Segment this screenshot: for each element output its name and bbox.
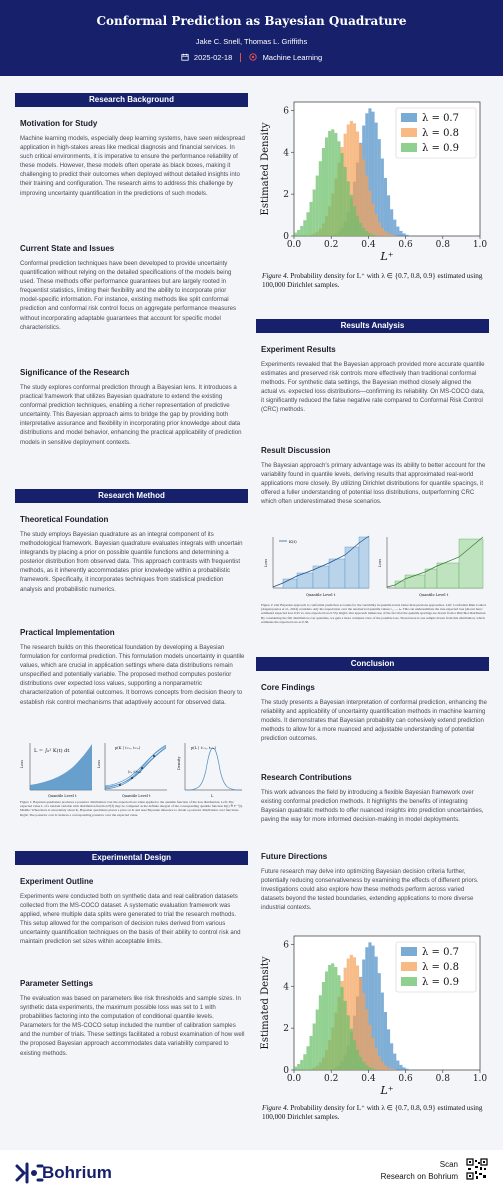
histogram-bar xyxy=(399,1065,402,1070)
histogram-bar xyxy=(378,973,381,1070)
histogram-bar xyxy=(316,176,319,236)
section-research-background xyxy=(15,93,248,107)
outline-block xyxy=(20,877,245,947)
x-tick-label: 0.6 xyxy=(398,240,413,250)
exp-text: Experiments revealed that the Bayesian approach provided more accurate quantile estimates and preserved risk controls more effectively than traditional conformal methods. For synthetic data settings, the Bayesian method closely aligned the actual vs. expected loss distributions—confirming its reliability. On MS-COCO data, it significantly reduced the false negative rate compared to Conformal Risk Control (CRC) methods. xyxy=(261,361,485,414)
x-tick-label: 0.2 xyxy=(324,1074,339,1084)
fig1-left-eq: L = ∫₀¹ K(t) dt xyxy=(34,748,70,754)
category: Machine Learning xyxy=(262,52,323,62)
histogram-bar xyxy=(387,1067,390,1070)
figure-4-top xyxy=(258,94,488,262)
histogram-bar xyxy=(306,1046,309,1070)
histogram-bar xyxy=(368,191,371,236)
figure-4-text: Probability density for L⁺ with λ ∈ {0.7, 0.8, 0.9} estimated using 100,000 Dirichlet samples. xyxy=(262,1104,483,1121)
histogram-bar xyxy=(306,212,309,236)
exp-block xyxy=(261,345,487,415)
publish-date: 2025-02-18 xyxy=(193,52,233,62)
x-tick-label: 0.2 xyxy=(324,240,339,250)
motivation-block xyxy=(20,119,245,198)
histogram-bar xyxy=(390,209,393,236)
fig2-right-panel xyxy=(378,537,483,597)
section-heading: Research Method xyxy=(15,489,248,503)
impl-title: Practical Implementation xyxy=(20,628,115,637)
state-text: Conformal prediction techniques have been developed to provide uncertainty quantification without relying on the detailed specifications of the models being used. These methods offer performance guarantees but are largely rooted in frequentist statistics, limiting their flexibility and the ability to incorporate prior model-specific information. For instance, existing methods like split conformal prediction and conformal risk control focus on aggregate performance measures without incorporating adaptable guarantees that account for specific model characteristics. xyxy=(20,260,237,331)
histogram-bar xyxy=(381,1062,384,1070)
histogram-bar xyxy=(334,967,337,1070)
fig1-mid-label1: p(K | ℓ₁:ₙ, t₁:ₙ) xyxy=(115,746,141,750)
histogram-bar xyxy=(381,159,384,236)
histogram-bar xyxy=(319,995,322,1070)
histogram-bar xyxy=(331,963,334,1070)
histogram-bar xyxy=(362,159,365,236)
density-histogram-top xyxy=(258,94,488,262)
histogram-bar xyxy=(375,214,378,236)
core-title: Core Findings xyxy=(261,683,315,692)
histogram-bar xyxy=(356,1050,359,1070)
ml-brain-icon xyxy=(249,53,257,61)
significance-text: The study explores conformal prediction through a Bayesian lens. It introduces a practical framework that utilizes Bayesian quadrature to extend the existing conformal prediction techniques, enabling a richer representation of predictive uncertainty. This Bayesian approach aims to bridge the gap by providing both interpretative assurance and flexibility in incorporating prior knowledge about data distributions and model behavior, enhancing the practical applicability of prediction models in sensitive deployment contexts. xyxy=(20,384,242,446)
histogram-bar xyxy=(406,235,409,236)
contrib-text: This work advances the field by introducing a flexible Bayesian framework over existing conformal prediction methods. It highlights the benefits of integrating Bayesian quadratic methods to offer nuanced insights into prediction uncertainties, paving the way for more informed decision-making in model deployments. xyxy=(261,789,484,824)
histogram-bar xyxy=(331,129,334,236)
histogram-bar xyxy=(325,137,328,236)
fig1-middle-panel xyxy=(97,743,167,798)
histogram-bar xyxy=(319,161,322,236)
histogram-bar xyxy=(378,139,381,236)
fig1-left-panel xyxy=(20,743,92,798)
histogram-bar xyxy=(294,233,297,236)
histogram-bar xyxy=(350,1029,353,1070)
fig1-mid-y: Loss xyxy=(97,759,101,768)
outline-text: Experiments were conducted both on synthetic data and real calibration datasets collected from the MS-COCO dataset. A systematic evaluation framework was applied, where multiple data splits were generated to trial the research methods. This setup allowed for the comparison of decision rules derived from various uncertainty quantification techniques on the basis of their ability to control risk and maintain prediction set sizes within acceptable limits. xyxy=(20,893,241,946)
future-text: Future research may delve into optimizing Bayesian decision criteria further, potentially reducing conservativeness by examining the effects of different priors. Investigations could also explore how these methods perform across varied datasets beyond the tested boundaries, extending applications to more diverse industrial contexts. xyxy=(261,868,479,912)
histogram-bar xyxy=(313,189,316,236)
histogram-bar xyxy=(297,1064,300,1070)
histogram-bar xyxy=(384,1012,387,1070)
section-heading: Research Background xyxy=(15,93,248,107)
histogram-bar xyxy=(390,1043,393,1070)
histogram-bar xyxy=(310,202,313,236)
figure-1-caption: Figure 1: Bayesian quadrature produces a posterior distribution over the expected loss when applied to the quantile function of the loss distribution. Left: The expected value L of a random variable with distribution function F(ℓ) may be computed as the definite integral of the corresponding quantile function K(t) ≜ F⁻¹(t). Middle: When there is uncertainty about K, Bayesian quadrature places a prior on K and uses Bayesian inference to obtain a posterior distribution over functions. Right: The posterior over K induces a corresponding posterior over the expected value. xyxy=(20,800,243,817)
histogram-bar xyxy=(353,1040,356,1070)
histogram-bar xyxy=(359,1057,362,1070)
histogram-bar xyxy=(365,1065,368,1070)
legend-label: λ = 0.8 xyxy=(422,962,459,973)
x-tick-label: 0.8 xyxy=(435,240,450,250)
params-block xyxy=(20,979,245,1058)
future-title: Future Directions xyxy=(261,852,328,861)
contrib-title: Research Contributions xyxy=(261,773,352,782)
legend-swatch xyxy=(401,113,417,122)
figure-4-text: Probability density for L⁺ with λ ∈ {0.7, 0.8, 0.9} estimated using 100,000 Dirichlet samples. xyxy=(262,272,483,289)
histogram-bar xyxy=(344,167,347,236)
histogram-bar xyxy=(297,230,300,236)
section-heading: Results Analysis xyxy=(256,319,489,333)
histogram-bar xyxy=(399,231,402,236)
legend-label: λ = 0.7 xyxy=(422,113,459,124)
histogram-bar xyxy=(347,181,350,236)
legend-label: λ = 0.9 xyxy=(422,977,459,988)
future-block xyxy=(261,852,487,912)
section-results-analysis xyxy=(256,319,489,333)
state-title: Current State and Issues xyxy=(20,244,115,253)
x-tick-label: 0.4 xyxy=(361,240,376,250)
histogram-bar xyxy=(384,1065,387,1070)
fig1-left-x: Quantile Level t xyxy=(48,794,77,798)
histogram-bar xyxy=(384,178,387,236)
params-text: The evaluation was based on parameters like risk thresholds and sample sizes. In synthetic data experiments, the maximum possible loss was set to 1 with probabilities factoring into the computation of conditional quantile levels. Parameters for the MS-COCO setup included the number of calibration samples and the number of trials. These settings facilitated a robust examination of how well the proposed Bayesian approach accommodates data variability compared to existing methods. xyxy=(20,995,245,1057)
section-experimental-design xyxy=(15,851,248,865)
histogram-bar xyxy=(322,982,325,1070)
histogram-bar xyxy=(409,235,412,236)
fig2-left-x: Quantile Level t xyxy=(306,593,336,597)
legend-label: λ = 0.8 xyxy=(422,128,459,139)
x-tick-label: 1.0 xyxy=(472,1074,488,1084)
y-tick-label: 2 xyxy=(283,1024,289,1035)
section-conclusion xyxy=(256,657,489,671)
qr-code-icon[interactable] xyxy=(466,1158,488,1180)
histogram-bar xyxy=(347,1015,350,1070)
core-text: The study presents a Bayesian interpretation of conformal prediction, enhancing the reliability and applicability of uncertainty quantification methods in machine learning models. It demonstrates that Bayesian probability can cohesively extend prediction methods to allow for a more nuanced and adjustable understanding of potential prediction outcomes. xyxy=(261,699,487,743)
x-axis-label: L⁺ xyxy=(380,250,394,262)
histogram-bar xyxy=(409,1069,412,1070)
x-tick-label: 0.6 xyxy=(398,1074,413,1084)
fig2-left-panel xyxy=(264,536,369,597)
histogram-bar xyxy=(341,153,344,236)
figure-2-panels xyxy=(261,533,487,599)
histogram-bar xyxy=(368,233,371,236)
y-tick-label: 6 xyxy=(283,106,289,117)
fig1-left-y: Loss xyxy=(20,759,24,768)
histogram-bar xyxy=(356,216,359,236)
core-block xyxy=(261,683,487,743)
density-histogram-bottom xyxy=(258,928,488,1096)
histogram-bar xyxy=(378,1056,381,1070)
scan-line-1: Scan xyxy=(439,1160,458,1169)
histogram-bar xyxy=(362,993,365,1070)
state-block xyxy=(20,244,245,332)
histogram-bar xyxy=(300,1060,303,1070)
histogram-bar xyxy=(372,204,375,236)
impl-text: The research builds on this theoretical foundation by developing a Bayesian formulation for conformal prediction. This formulation models uncertainty in quantile values, which are crucial in application settings where data distributions remain unspecified and potentially variable. The proposed method computes posterior distributions over expected loss values, supporting a nonparametric characterization of potential outcomes. It borrows concepts from decision theory to establish risk control mechanisms that adaptively account for observed data. xyxy=(20,644,245,706)
x-tick-label: 0.4 xyxy=(361,1074,376,1084)
histogram-bar xyxy=(375,1069,378,1070)
disc-block xyxy=(261,446,487,506)
histogram-bar xyxy=(328,965,331,1070)
figure-2 xyxy=(261,533,487,599)
histogram-bar xyxy=(387,195,390,236)
fig2-legend: K(t) xyxy=(289,539,297,544)
contrib-block xyxy=(261,773,487,824)
histogram-bar xyxy=(300,226,303,236)
poster-footer xyxy=(0,1150,503,1200)
histogram-bar xyxy=(368,1025,371,1070)
figure-1-panels xyxy=(20,740,245,798)
histogram-bar xyxy=(372,235,375,236)
histogram-bar xyxy=(406,1069,409,1070)
bohrium-logo-icon xyxy=(14,1162,44,1186)
histogram-bar xyxy=(381,228,384,236)
histogram-bar xyxy=(359,144,362,236)
histogram-bar xyxy=(378,222,381,236)
histogram-bar xyxy=(387,233,390,236)
figure-1 xyxy=(20,740,245,798)
histogram-bar xyxy=(384,231,387,236)
histogram-bar xyxy=(381,993,384,1070)
histogram-bar xyxy=(396,227,399,236)
x-tick-label: 1.0 xyxy=(472,240,488,250)
figure-4-caption-bottom xyxy=(262,1104,488,1122)
theory-text: The study employs Bayesian quadrature as an integral component of its methodological framework. Bayesian quadrature evaluates integrals with uncertain integrands by placing a prior on possible quantile functions and determining a posterior distribution from observed data. This approach contrasts with frequentist methods, as it inherently accommodates prior knowledge within a probabilistic framework. Specifically, it incorporates techniques from statistical prediction analysis and probabilistic numerics. xyxy=(20,531,243,593)
motivation-text: Machine learning models, especially deep learning systems, have seen widespread application in high-stakes areas like medical diagnosis and financial services. In such critical environments, it is imperative to ensure the performance reliability of these models. However, these models often operate as black boxes, making it challenging to predict their outcomes when deployed without detailed insights into their training and configuration. The research aims to address this challenge by improving uncertainty quantification in the predictions of such models. xyxy=(20,135,245,197)
y-tick-label: 4 xyxy=(283,982,289,993)
histogram-bar xyxy=(303,1054,306,1070)
histogram-bar xyxy=(359,978,362,1070)
histogram-bar xyxy=(325,971,328,1070)
histogram-bar xyxy=(365,231,368,236)
legend-swatch xyxy=(401,143,417,152)
meta-row xyxy=(0,52,503,62)
histogram-bar xyxy=(334,133,337,236)
histogram-bar xyxy=(294,1067,297,1070)
x-axis-label: L⁺ xyxy=(380,1084,394,1096)
histogram-bar xyxy=(313,1023,316,1070)
fig2-right-x: Quantile Level t xyxy=(419,593,449,597)
histogram-bar xyxy=(393,235,396,236)
histogram-bar xyxy=(372,1069,375,1070)
histogram-bar xyxy=(322,148,325,236)
histogram-bar xyxy=(316,1010,319,1070)
figure-4-label: Figure 4. xyxy=(262,272,289,280)
fig1-mid-x: Quantile Level t xyxy=(122,794,151,798)
legend-swatch xyxy=(401,947,417,956)
histogram-bar xyxy=(341,987,344,1070)
histogram-bar xyxy=(303,220,306,236)
significance-block xyxy=(20,368,245,447)
scan-text xyxy=(350,1159,458,1183)
histogram-bar xyxy=(350,195,353,236)
outline-title: Experiment Outline xyxy=(20,877,94,886)
histogram-bar xyxy=(353,206,356,236)
legend-label: λ = 0.9 xyxy=(422,143,459,154)
fig2-right-y: Loss xyxy=(378,558,382,567)
fig1-right-label: p(L | ℓ₁:ₙ, t₁:ₙ) xyxy=(191,746,216,750)
histogram-bar xyxy=(344,1001,347,1070)
fig1-mid-label2: (ℓᵢ, tᵢ)ⁿᵢ₌₁ xyxy=(128,770,142,774)
histogram-bar xyxy=(328,131,331,236)
theory-title: Theoretical Foundation xyxy=(20,515,109,524)
histogram-bar xyxy=(359,223,362,236)
histogram-bar xyxy=(365,175,368,236)
histogram-bar xyxy=(310,1036,313,1070)
y-tick-label: 4 xyxy=(283,148,289,159)
paper-title: Conformal Prediction as Bayesian Quadrature xyxy=(96,14,407,28)
histogram-bar xyxy=(393,1054,396,1070)
motivation-title: Motivation for Study xyxy=(20,119,98,128)
params-title: Parameter Settings xyxy=(20,979,93,988)
histogram-bar xyxy=(365,1009,368,1070)
legend-swatch xyxy=(401,962,417,971)
x-tick-label: 0.8 xyxy=(435,1074,450,1084)
fig1-right-y: Density xyxy=(177,756,181,770)
y-axis-label: Estimated Density xyxy=(260,122,271,216)
y-tick-label: 2 xyxy=(283,190,289,201)
histogram-bar xyxy=(390,235,393,236)
legend-swatch xyxy=(401,977,417,986)
y-axis-label: Estimated Density xyxy=(260,956,271,1050)
y-tick-label: 0 xyxy=(283,1066,289,1076)
disc-title: Result Discussion xyxy=(261,446,331,455)
scan-line-2: Research on Bohrium xyxy=(380,1172,458,1181)
histogram-bar xyxy=(387,1029,390,1070)
figure-2-caption: Figure 2: Our Bayesian approach to conformal prediction accounts for the variability in quantile levels better than previous approaches. Left: Conformal Risk Control (Angelopoulos et al., 2024) considers only the expectation over the unobserved quantile values t₁, ..., tₙ. This can underestimate the true expected loss (shown here: estimated expected loss 0.45 vs. true expected loss 0.53). Right: Our approach makes use of the fact that the quantile spacings are drawn from a Dirichlet distribution. By considering the full distribution over quantiles, we gain a more complete view of the possible loss. Shown here is one sample drawn from this distribution, which estimates the expected loss as 0.58. xyxy=(261,603,487,624)
legend-label: λ = 0.7 xyxy=(422,947,459,958)
impl-block xyxy=(20,628,245,707)
histogram-bar xyxy=(390,1069,393,1070)
exp-title: Experiment Results xyxy=(261,345,336,354)
histogram-bar xyxy=(375,235,378,236)
y-tick-label: 6 xyxy=(283,940,289,951)
histogram-bar xyxy=(393,220,396,236)
disc-text: The Bayesian approach's primary advantage was its ability to better account for the variability found in quantile levels, deriving results that approximated real-world applications more closely. By utilizing Dirichlet distributions for quantile spacings, it offered a fuller understanding of potential loss distributions, outperforming CRC which often underestimated these scenarios. xyxy=(261,462,486,506)
histogram-bar xyxy=(362,1062,365,1070)
poster-header xyxy=(0,0,503,76)
legend-swatch xyxy=(401,128,417,137)
divider xyxy=(240,53,241,62)
x-tick-label: 0.0 xyxy=(286,1074,302,1084)
histogram-bar xyxy=(372,1038,375,1070)
histogram-bar xyxy=(368,1067,371,1070)
figure-4-caption-top xyxy=(262,272,488,290)
section-heading: Experimental Design xyxy=(15,851,248,865)
authors: Jake C. Snell, Thomas L. Griffiths xyxy=(195,37,308,46)
section-heading: Conclusion xyxy=(256,657,489,671)
histogram-bar xyxy=(375,1048,378,1070)
significance-title: Significance of the Research xyxy=(20,368,130,377)
figure-4-bottom xyxy=(258,928,488,1096)
figure-4-label: Figure 4. xyxy=(262,1104,289,1112)
calendar-icon xyxy=(181,53,189,61)
theory-block xyxy=(20,515,245,594)
histogram-bar xyxy=(362,228,365,236)
histogram-bar xyxy=(337,141,340,236)
section-research-method xyxy=(15,489,248,503)
brand-name: Bohrium xyxy=(42,1163,112,1182)
fig1-right-panel xyxy=(177,743,242,798)
x-tick-label: 0.0 xyxy=(286,240,302,250)
fig2-left-y: Loss xyxy=(264,558,268,567)
y-tick-label: 0 xyxy=(283,232,289,242)
histogram-bar xyxy=(403,233,406,236)
histogram-bar xyxy=(393,1069,396,1070)
histogram-bar xyxy=(337,975,340,1070)
fig1-right-x: L xyxy=(211,794,214,798)
histogram-bar xyxy=(403,1067,406,1070)
histogram-bar xyxy=(396,1061,399,1070)
